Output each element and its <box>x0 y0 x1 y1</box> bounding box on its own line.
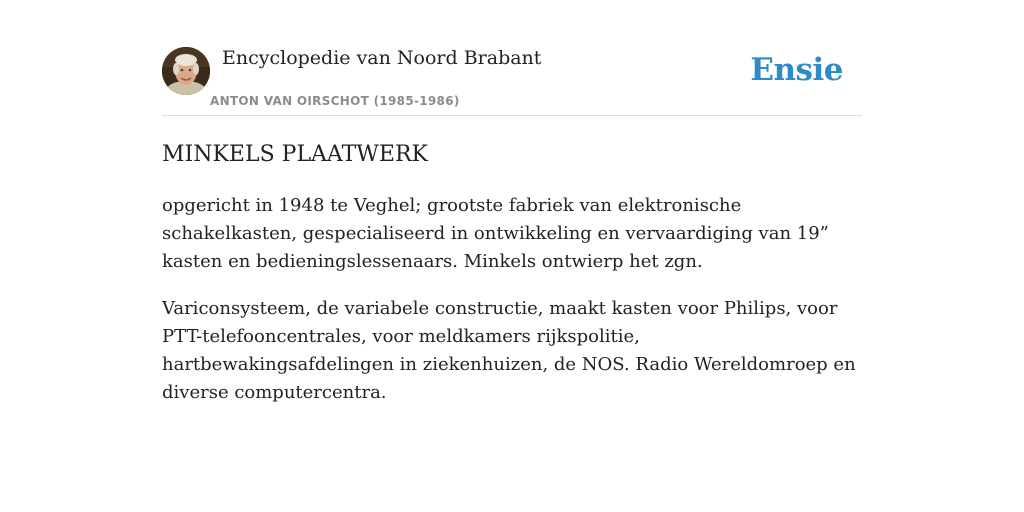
entry-title: MINKELS PLAATWERK <box>162 142 428 167</box>
entry-body <box>162 192 862 426</box>
author-portrait-icon <box>162 47 210 95</box>
ensie-logo[interactable]: Ensie <box>750 52 843 88</box>
entry-paragraph: Variconsysteem, de variabele constructie, maakt kasten voor Philips, voor PTT-telefooncentrales, voor meldkamers rijkspolitie, hartbewakingsafdelingen in ziekenhuizen, de NOS. Radio Wereldomroep en diverse computercentra. <box>162 298 856 403</box>
source-title[interactable]: Encyclopedie van Noord Brabant <box>222 47 542 69</box>
entry-page <box>162 0 862 512</box>
entry-header <box>162 0 862 116</box>
author-name[interactable]: ANTON VAN OIRSCHOT (1985-1986) <box>210 94 460 108</box>
author-avatar[interactable] <box>162 47 210 95</box>
entry-paragraph: opgericht in 1948 te Veghel; grootste fabriek van elektronische schakelkasten, gespecialiseerd in ontwikkeling en vervaardiging van 19” kasten en bedieningslessenaars. Minkels ontwierp het zgn. <box>162 195 829 272</box>
